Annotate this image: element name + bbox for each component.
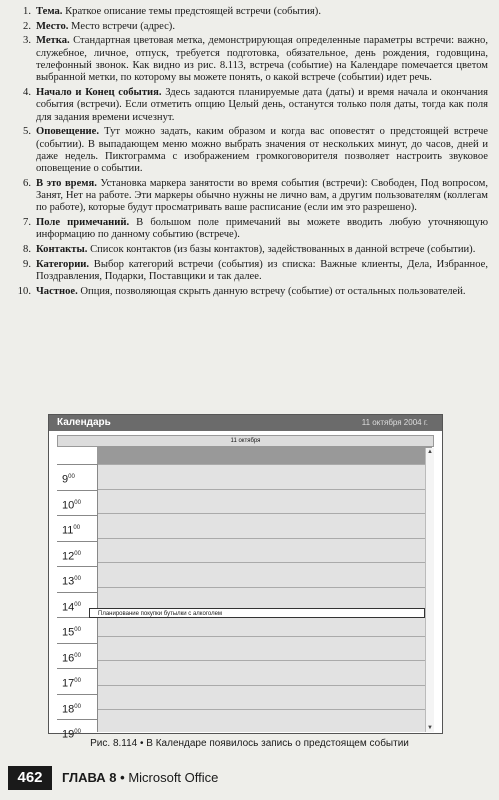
scroll-up-icon[interactable]: ▲ xyxy=(427,449,433,455)
slot-divider xyxy=(98,489,426,490)
running-header: ГЛАВА 8 • Microsoft Office xyxy=(62,770,219,785)
hour-label: $18^{00}$ xyxy=(57,694,97,720)
slot-divider xyxy=(98,587,426,588)
hour-label: $12^{00}$ xyxy=(57,541,97,567)
scroll-down-icon[interactable]: ▼ xyxy=(427,725,433,731)
list-item: 6. В это время. Установка маркера занятости во время события (встречи): Свободен, Под вопросом, Занят, Нет на работе. Эти маркеры обычно нужны не лично вам, а другим пользователям (коллегам по работе), которые будут просматривать ваше расписание (если им это разрешено). xyxy=(23,177,489,214)
hour-label: $17^{00}$ xyxy=(57,668,97,694)
calendar-event[interactable]: Планирование покупки бутылки с алкоголем xyxy=(89,608,425,618)
hour-label: $10^{00}$ xyxy=(57,490,97,516)
calendar-title: Календарь xyxy=(57,417,111,428)
calendar-date: 11 октября 2004 г. xyxy=(361,418,428,427)
slot-divider xyxy=(98,464,426,465)
list-item: 5. Оповещение. Тут можно задать, каким образом и когда вас оповестят о предстоящей встрече (событии). В выпадающем меню можно выбрать значения от нескольких минут, до часов, дней и даже недель. Пиктограмма с изображением громкоговорителя позволяет настроить звуковое оповещение о событии. xyxy=(23,126,488,175)
time-slots[interactable] xyxy=(97,464,426,732)
hour-label: $14^{00}$ xyxy=(57,592,97,618)
slot-divider xyxy=(98,636,426,637)
hour-label: $15^{00}$ xyxy=(57,617,97,643)
slot-divider xyxy=(98,538,426,539)
list-item: 3. Метка. Стандартная цветовая метка, демонстрирующая определенные параметры встречи: важно, служебное, личное, отпуск, требуется подготовка, обязательное, день рождения, годовщина, телефонный звонок. Как видно из рис. 8.113, встреча (событие) на Календаре помечается цветом выбранной метки, по которому вы можете понять, о какой встрече (событии) идет речь. xyxy=(23,35,488,84)
slot-divider xyxy=(98,513,426,514)
slot-divider xyxy=(98,685,426,686)
numbered-list xyxy=(12,6,488,300)
calendar-figure xyxy=(48,414,443,741)
list-item: 7. Поле примечаний. В большом поле примечаний вы можете вводить любую уточняющую информацию по данному событию (встрече). xyxy=(23,217,488,241)
list-item: 2. Место. Место встречи (адрес). xyxy=(23,20,175,32)
hour-label: $13^{00}$ xyxy=(57,566,97,592)
page-footer xyxy=(0,766,499,794)
all-day-band[interactable] xyxy=(97,446,432,464)
hour-label: $16^{00}$ xyxy=(57,643,97,669)
list-item: 8. Контакты. Список контактов (из базы контактов), задействованных в данной встрече (событии). xyxy=(23,244,476,256)
day-header[interactable]: 11 октября xyxy=(57,435,434,447)
hour-label: $11^{00}$ xyxy=(57,515,97,541)
figure-caption: Рис. 8.114 • В Календаре появилось запись о предстоящем событии xyxy=(90,738,409,749)
list-item: 4. Начало и Конец события. Здесь задаются планируемые дата (даты) и время начала и окончания события (встречи). Если отметить опцию Целый день, останутся только поля даты, тогда как поля для задания времени исчезнут. xyxy=(23,86,488,123)
slot-divider xyxy=(98,709,426,710)
hour-column xyxy=(57,464,97,745)
hour-label: $19^{00}$ xyxy=(57,719,97,745)
list-item: 10. Частное. Опция, позволяющая скрыть данную встречу (событие) от остальных пользователей. xyxy=(17,285,466,297)
list-item: 9. Категории. Выбор категорий встречи (события) из списка: Важные клиенты, Дела, Избранное, Поздравления, Подарки, Поставщики и так далее. xyxy=(23,258,488,283)
vertical-scrollbar[interactable] xyxy=(425,448,434,732)
slot-divider xyxy=(98,660,426,661)
calendar-titlebar xyxy=(49,415,442,431)
list-item: 1. Тема. Краткое описание темы предстоящей встречи (события). xyxy=(23,6,321,17)
hour-label: $9^{00}$ xyxy=(57,464,97,490)
page-number: 462 xyxy=(8,766,52,790)
slot-divider xyxy=(98,562,426,563)
